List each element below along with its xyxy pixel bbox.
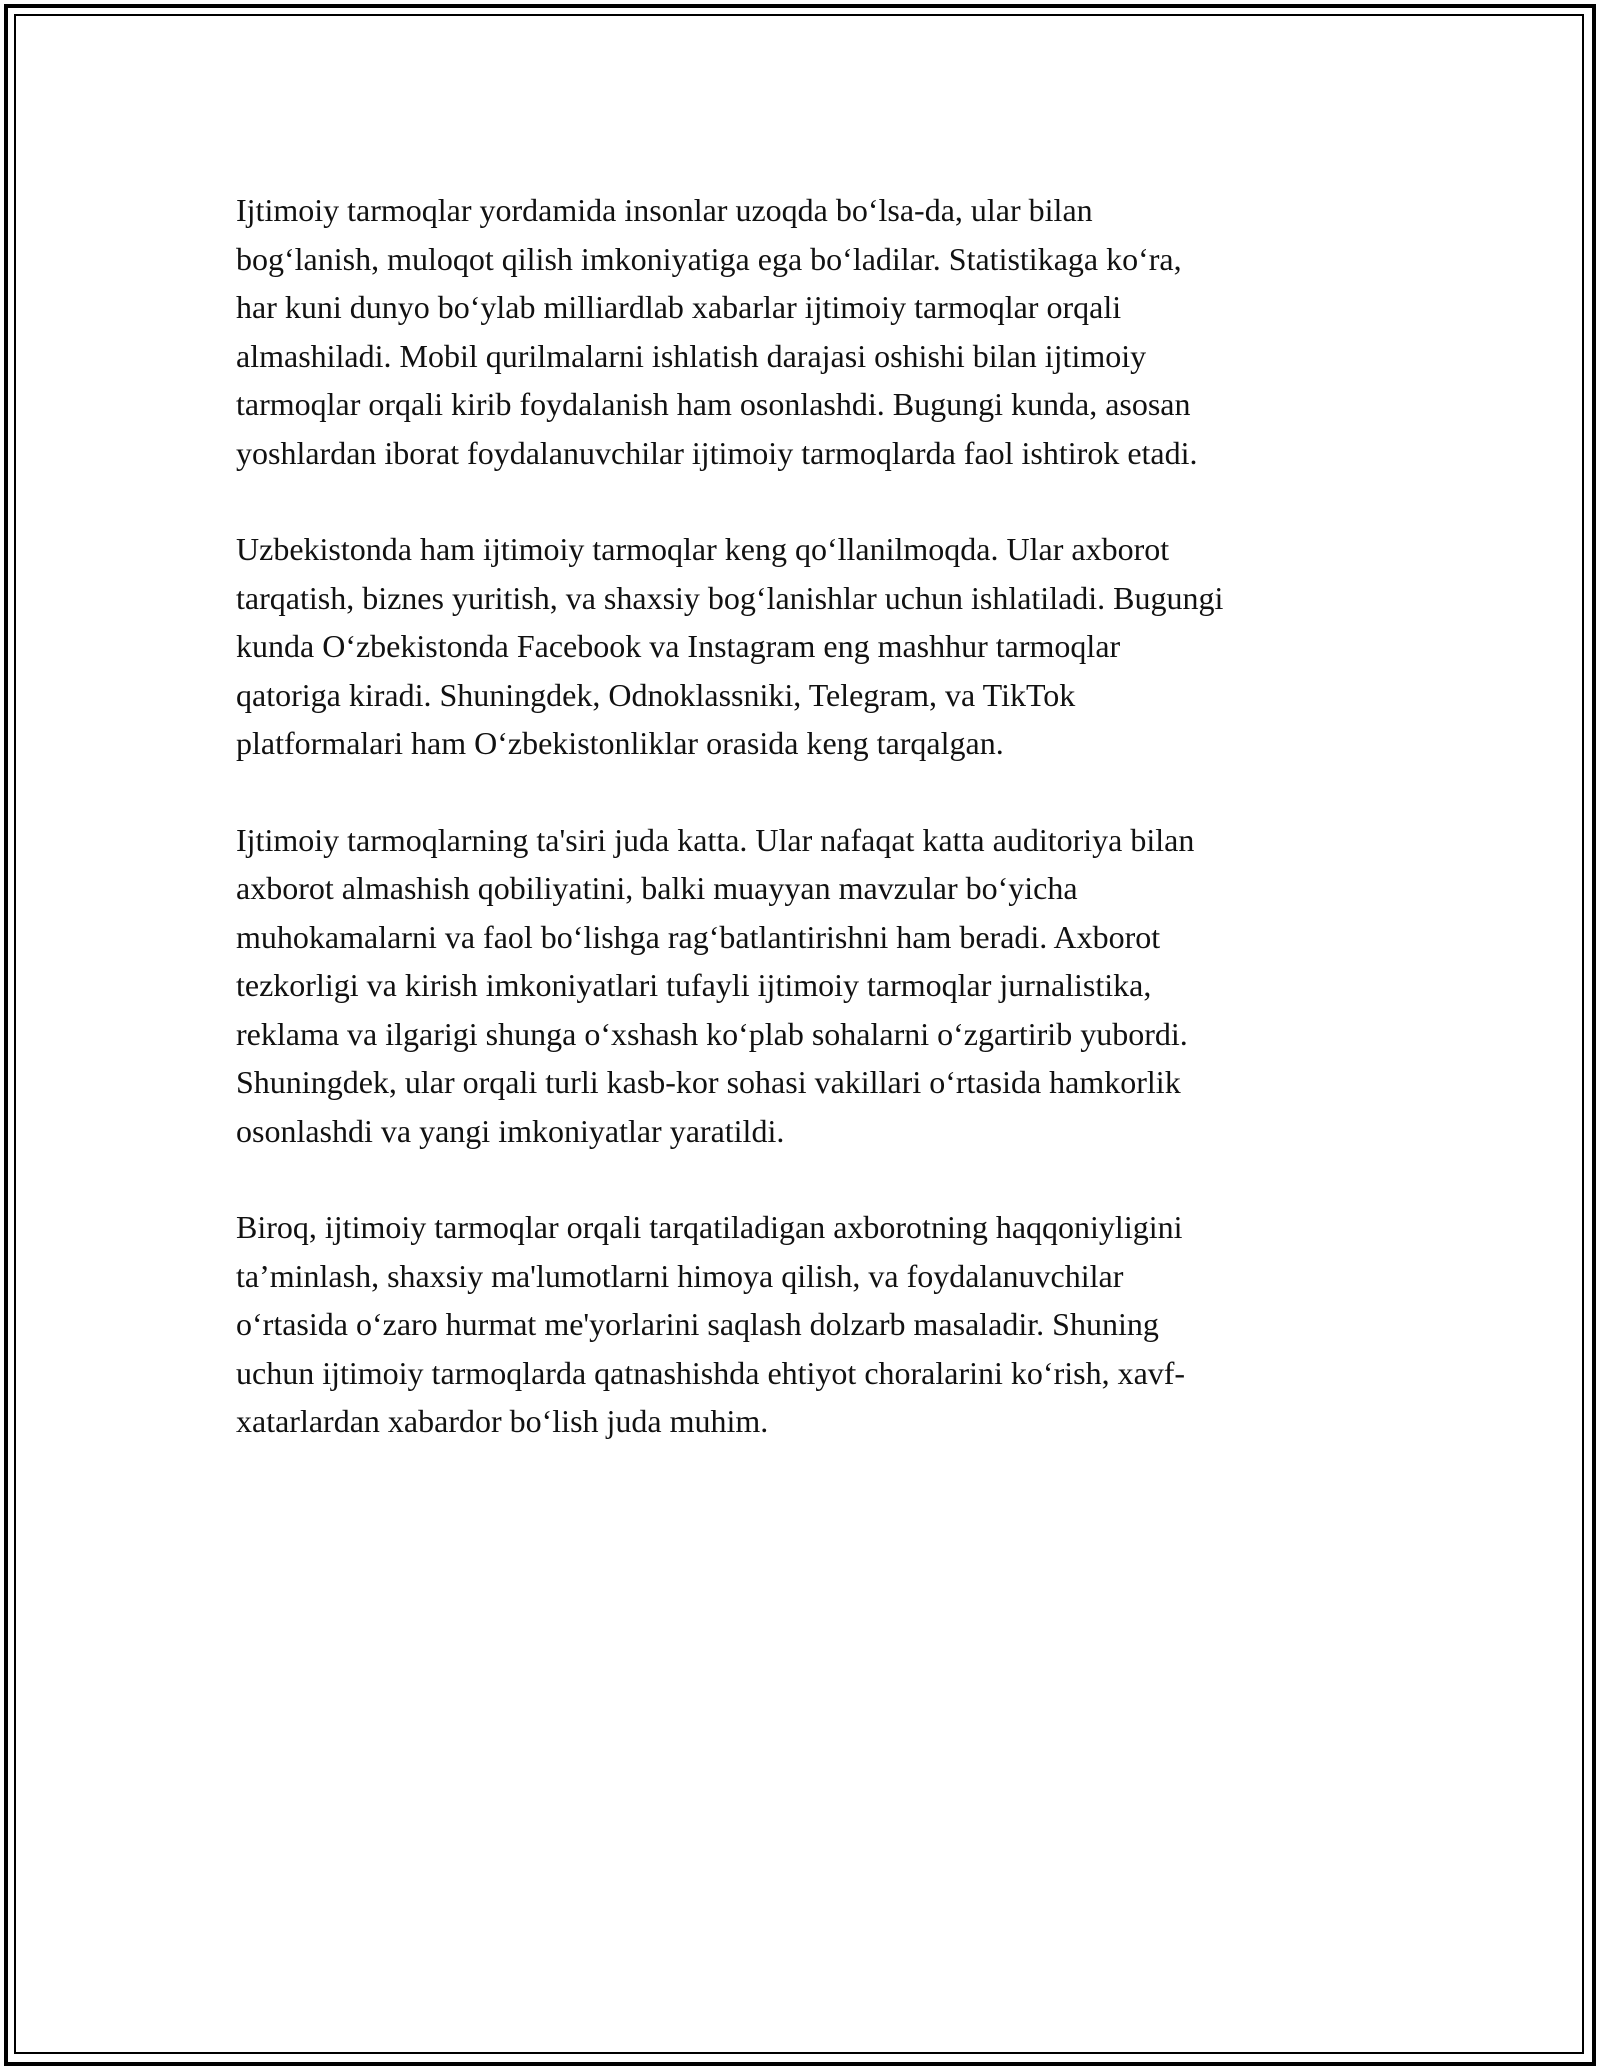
text-line: tezkorligi va kirish imkoniyatlari tufayli ijtimoiy tarmoqlar jurnalistika, xyxy=(236,967,1152,1003)
text-line: Ijtimoiy tarmoqlarning ta'siri juda katta. Ular nafaqat katta auditoriya bilan xyxy=(236,821,1195,858)
text-line: Shuningdek, ular orqali turli kasb-kor sohasi vakillari o‘rtasida hamkorlik xyxy=(236,1064,1181,1100)
text-line: tarmoqlar orqali kirib foydalanish ham osonlashdi. Bugungi kunda, asosan xyxy=(236,386,1191,422)
text-line: Biroq, ijtimoiy tarmoqlar orqali tarqatiladigan axborotning haqqoniyligini xyxy=(236,1209,1183,1245)
text-line: tarqatish, biznes yuritish, va shaxsiy bog‘lanishlar uchun ishlatiladi. Bugungi xyxy=(236,579,1224,616)
text-line: o‘rtasida o‘zaro hurmat me'yorlarini saqlash dolzarb masaladir. Shuning xyxy=(236,1306,1159,1342)
paragraph-3 xyxy=(236,816,1386,1156)
text-line: ta’minlash, shaxsiy ma'lumotlarni himoya qilish, va foydalanuvchilar xyxy=(236,1257,1124,1294)
text-line: almashiladi. Mobil qurilmalarni ishlatish darajasi oshishi bilan ijtimoiy xyxy=(236,337,1147,374)
document-body xyxy=(236,186,1386,1494)
text-line: qatoriga kiradi. Shuningdek, Odnoklassniki, Telegram, va TikTok xyxy=(236,676,1076,713)
text-line: reklama va ilgarigi shunga o‘xshash ko‘plab sohalarni o‘zgartirib yubordi. xyxy=(236,1015,1188,1052)
text-line: Uzbekistonda ham ijtimoiy tarmoqlar keng qo‘llanilmoqda. Ular axborot xyxy=(236,531,1170,567)
paragraph-4 xyxy=(236,1203,1386,1446)
text-line: muhokamalarni va faol bo‘lishga rag‘batlantirishni ham beradi. Axborot xyxy=(236,918,1161,955)
paragraph-1 xyxy=(236,186,1386,477)
paragraph-2 xyxy=(236,525,1386,768)
text-line: Ijtimoiy tarmoqlar yordamida insonlar uzoqda bo‘lsa-da, ular bilan xyxy=(236,192,1093,228)
text-line: yoshlardan iborat foydalanuvchilar ijtimoiy tarmoqlarda faol ishtirok etadi. xyxy=(236,434,1198,471)
text-line: axborot almashish qobiliyatini, balki muayyan mavzular bo‘yicha xyxy=(236,870,1078,906)
text-line: platformalari ham O‘zbekistonliklar orasida keng tarqalgan. xyxy=(236,725,1004,761)
text-line: uchun ijtimoiy tarmoqlarda qatnashishda ehtiyot choralarini ko‘rish, xavf- xyxy=(236,1354,1186,1391)
text-line: osonlashdi va yangi imkoniyatlar yaratildi. xyxy=(236,1112,785,1149)
text-line: bog‘lanish, muloqot qilish imkoniyatiga ega bo‘ladilar. Statistikaga ko‘ra, xyxy=(236,240,1182,277)
text-line: har kuni dunyo bo‘ylab milliardlab xabarlar ijtimoiy tarmoqlar orqali xyxy=(236,289,1122,325)
text-line: kunda O‘zbekistonda Facebook va Instagram eng mashhur tarmoqlar xyxy=(236,628,1121,664)
text-line: xatarlardan xabardor bo‘lish juda muhim. xyxy=(236,1403,769,1439)
